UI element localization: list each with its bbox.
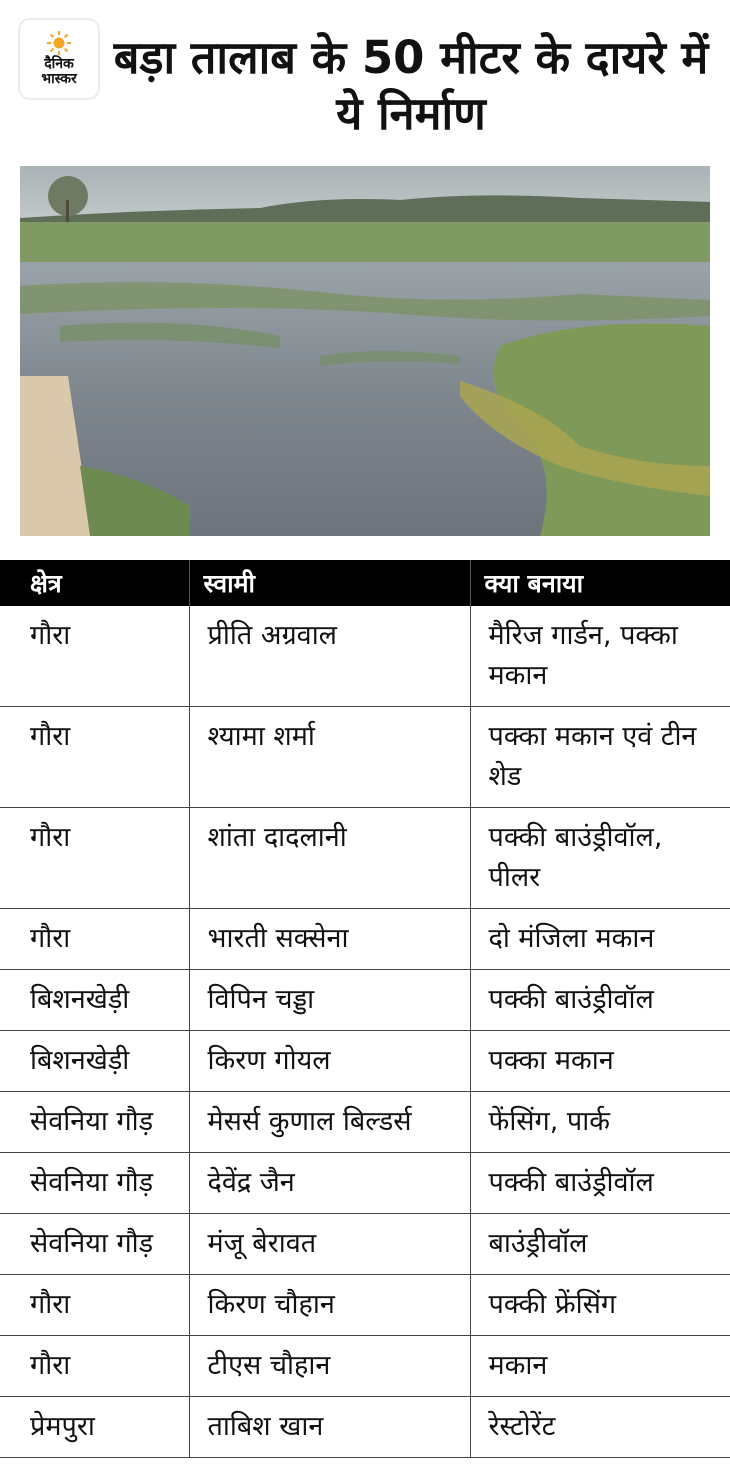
area-cell: गौरा [0, 808, 189, 909]
table-row [0, 909, 730, 970]
area-cell: सेवनिया गौड़ [0, 1214, 189, 1275]
area-cell: गौरा [0, 1336, 189, 1397]
construction-cell: दो मंजिला मकान [470, 909, 730, 970]
owner-cell: शांता दादलानी [189, 808, 470, 909]
dainik-bhaskar-logo [20, 20, 98, 98]
area-cell: प्रेमपुरा [0, 1397, 189, 1458]
logo-text-line1: दैनिक [44, 56, 74, 72]
construction-cell: पक्की बाउंड्रीवॉल [470, 970, 730, 1031]
table-row [0, 1153, 730, 1214]
area-cell: सेवनिया गौड़ [0, 1153, 189, 1214]
construction-cell: बाउंड्रीवॉल [470, 1214, 730, 1275]
construction-cell: मकान [470, 1336, 730, 1397]
column-header-owner: स्वामी [189, 560, 470, 606]
construction-cell: पक्का मकान [470, 1031, 730, 1092]
area-cell: गौरा [0, 1275, 189, 1336]
table-row [0, 808, 730, 909]
page-title: बड़ा तालाब के 50 मीटर के दायरे में ये निर्माण [113, 31, 709, 140]
table-row [0, 1275, 730, 1336]
table-row [0, 707, 730, 808]
construction-table [0, 560, 730, 1458]
table-row [0, 1397, 730, 1458]
owner-cell: किरण गोयल [189, 1031, 470, 1092]
owner-cell: भारती सक्सेना [189, 909, 470, 970]
area-cell: गौरा [0, 606, 189, 707]
owner-cell: मंजू बेरावत [189, 1214, 470, 1275]
owner-cell: प्रीति अग्रवाल [189, 606, 470, 707]
table-row [0, 1031, 730, 1092]
area-cell: बिशनखेड़ी [0, 970, 189, 1031]
area-cell: सेवनिया गौड़ [0, 1092, 189, 1153]
owner-cell: किरण चौहान [189, 1275, 470, 1336]
table-row [0, 1092, 730, 1153]
column-header-area: क्षेत्र [0, 560, 189, 606]
header [0, 0, 730, 160]
area-cell: गौरा [0, 909, 189, 970]
lake-photo [20, 166, 710, 536]
owner-cell: विपिन चड्डा [189, 970, 470, 1031]
construction-cell: पक्की फ्रेंसिंग [470, 1275, 730, 1336]
construction-cell: रेस्टोरेंट [470, 1397, 730, 1458]
construction-cell: फेंसिंग, पार्क [470, 1092, 730, 1153]
construction-cell: मैरिज गार्डन, पक्का मकान [470, 606, 730, 707]
table-row [0, 970, 730, 1031]
owner-cell: देवेंद्र जैन [189, 1153, 470, 1214]
table-row [0, 1336, 730, 1397]
area-cell: बिशनखेड़ी [0, 1031, 189, 1092]
logo-text-line2: भास्कर [41, 71, 77, 87]
area-cell: गौरा [0, 707, 189, 808]
sun-icon [47, 31, 71, 55]
table-row [0, 606, 730, 707]
owner-cell: श्यामा शर्मा [189, 707, 470, 808]
construction-cell: पक्की बाउंड्रीवॉल, पीलर [470, 808, 730, 909]
table-row [0, 1214, 730, 1275]
owner-cell: मेसर्स कुणाल बिल्डर्स [189, 1092, 470, 1153]
table-header-row [0, 560, 730, 606]
column-header-construction: क्या बनाया [470, 560, 730, 606]
construction-cell: पक्का मकान एवं टीन शेड [470, 707, 730, 808]
owner-cell: ताबिश खान [189, 1397, 470, 1458]
construction-cell: पक्की बाउंड्रीवॉल [470, 1153, 730, 1214]
owner-cell: टीएस चौहान [189, 1336, 470, 1397]
